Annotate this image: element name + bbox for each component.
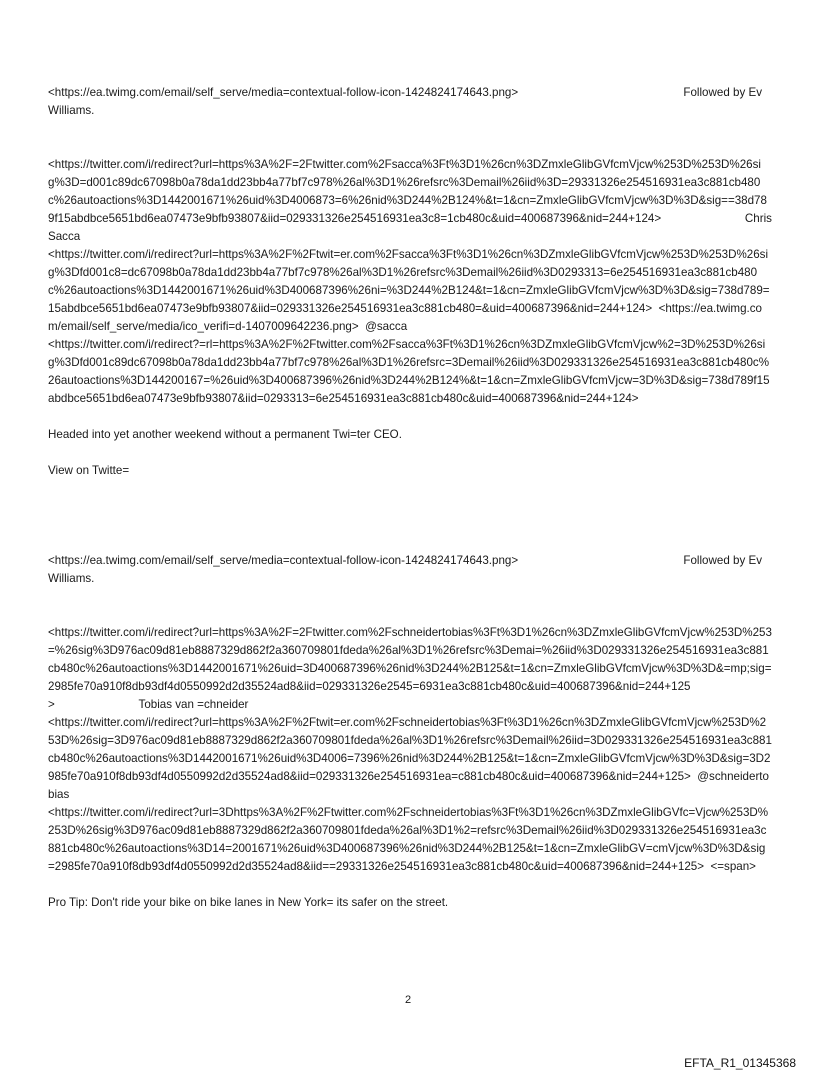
email-document — [48, 84, 772, 912]
author-name: Tobias van =chneider — [138, 698, 249, 711]
view-on-twitter-link[interactable]: View on Twitte= — [48, 464, 130, 477]
page-number: 2 — [404, 994, 412, 1006]
redirect-url[interactable]: <https://twitter.com/i/redirect?url=https%3A%2F=2Ftwitter.com%2Fschneidertobias%3Ft%3D1%26cn%3DZmxleGlibGVfcmVjcw%253D%253=%26sig%3D976ac09d81eb8887329d862f2a360709801fdeda%26al%3D1%26refsrc%3Demai=%26iid%3D029331326e254516931ea3c881cb480c%26autoactions%3D1442001671%26uid=3D400687396%26nid%3D244%2B125&t=1&cn=ZmxleGlibGVfcmVjcw%3D%3D&=mp;sig=2985fe70a910f8db93df4d0550992d2d35524ad8&iid=029331326e2545=6931ea3c881cb480c&uid=400687396&nid=244+125> — [48, 626, 772, 711]
tweet-text: Headed into yet another weekend without a permanent Twi=ter CEO. — [48, 428, 402, 441]
span-tag-text: <=span> — [710, 860, 756, 873]
redirect-link[interactable] — [48, 246, 772, 336]
author-name: Chris Sacca — [48, 212, 772, 243]
redirect-link[interactable] — [48, 624, 772, 714]
follow-icon-url[interactable]: <https://ea.twimg.com/email/self_serve/media=contextual-follow-icon-1424824174643.png> — [48, 554, 519, 567]
follow-icon-url[interactable]: <https://ea.twimg.com/email/self_serve/media=contextual-follow-icon-1424824174643.png> — [48, 86, 519, 99]
follow-notice — [48, 84, 772, 102]
author-handle: @sacca — [365, 320, 408, 333]
redirect-link[interactable] — [48, 714, 772, 804]
author-handle: @schneidertobias — [48, 770, 769, 801]
redirect-link[interactable] — [48, 804, 772, 876]
redirect-link[interactable]: <https://twitter.com/i/redirect?=rl=https%3A%2F%2Ftwitter.com%2Fsacca%3Ft%3D1%26cn%3DZmxleGlibGVfcmVjcw%2=3D%253D%26sig%3Dfd001c89dc67098b0a78da1dd23bb4a77bf7c978%26al%3D1%26refsrc=3Demail%26iid%3D029331326e254516931ea3c881cb480c%26autoactions%3D144200167=%26uid%3D400687396%26nid%3D244%2B124%&t=1&cn=ZmxleGlibGVfcmVjcw=3D%3D&sig=738d789f15abdbce5651bd6ea07473e9bfb93807&iid=0293313=6e254516931ea3c881cb480c&uid=400687396&nid=244+124> — [48, 338, 770, 405]
redirect-url[interactable]: <https://twitter.com/i/redirect?url=https%3A%2F=2Ftwitter.com%2Fsacca%3Ft%3D1%26cn%3DZmxleGlibGVfcmVjcw%253D%253D%26sig%3D=d001c89dc67098b0a78da1dd23bb4a77bf7c978%26al%3D1%26refsrc%3Demail%26iid%3D=29331326e254516931ea3c881cb480c%26autoactions%3D1442001671%26uid%3D4006873=6%26nid%3D244%2B124%&t=1&cn=ZmxleGlibGVfcmVjcw%3D%3D&sig==38d789f15abdbce5651bd6ea07473e9bfb93807&iid=029331326e254516931ea3c8=1cb480c&uid=400687396&nid=244+124> — [48, 158, 767, 225]
followed-by-name: Williams. — [48, 572, 95, 585]
redirect-url[interactable]: <https://twitter.com/i/redirect?url=https%3A%2F%2Ftwit=er.com%2Fsacca%3Ft%3D1%26cn%3DZmxleGlibGVfcmVjcw%253D%253D%26sig%3Dfd001c8=dc67098b0a78da1dd23bb4a77bf7c978%26al%3D1%26refsrc%3Demail%26iid%3D0293313=6e254516931ea3c881cb480c%26autoactions%3D1442001671%26uid%3D400687396%26ni=%3D244%2B124&t=1&cn=ZmxleGlibGVfcmVjcw%3D%3D&sig=738d789=15abdbce5651bd6ea07473e9bfb93807&iid=029331326e254516931ea3c881cb480=&uid=400687396&nid=244+124> — [48, 248, 770, 315]
redirect-link[interactable] — [48, 156, 772, 246]
verified-icon-url[interactable]: <https://ea.twimg.com/email/self_serve/media/ico_verifi=d-1407009642236.png> — [48, 302, 763, 333]
followed-by-label: Followed by Ev — [683, 86, 762, 99]
followed-by-label: Followed by Ev — [683, 554, 762, 567]
bates-number: EFTA_R1_01345368 — [684, 1056, 796, 1070]
redirect-url[interactable]: <https://twitter.com/i/redirect?url=3Dhttps%3A%2F%2Ftwitter.com%2Fschneidertobias%3Ft%3D1%26cn%3DZmxleGlibGVfc=Vjcw%253D%253D%26sig%3D976ac09d81eb8887329d862f2a360709801fdeda%26al%3D1%2=refsrc%3Demail%26iid%3D029331326e254516931ea3c881cb480c%26autoactions%3D14=2001671%26uid%3D400687396%26nid%3D244%2B125&t=1&cn=ZmxleGlibGV=cmVjcw%3D%3D&sig=2985fe70a910f8db93df4d0550992d2d35524ad8&iid==29331326e254516931ea3c881cb480c&uid=400687396&nid=244+125> — [48, 806, 769, 873]
follow-notice — [48, 552, 772, 570]
tweet-text: Pro Tip: Don't ride your bike on bike lanes in New York= its safer on the street. — [48, 896, 449, 909]
redirect-url[interactable]: <https://twitter.com/i/redirect?url=https%3A%2F%2Ftwit=er.com%2Fschneidertobias%3Ft%3D1%26cn%3DZmxleGlibGVfcmVjcw%253D%253D%26sig=3D976ac09d81eb8887329d862f2a360709801fdeda%26al%3D1%26refsrc%3Demail%26iid=3D029331326e254516931ea3c881cb480c%26autoactions%3D1442001671%26uid%3D4006=7396%26nid%3D244%2B125&t=1&cn=ZmxleGlibGVfcmVjcw%3D%3D&sig=3D2985fe70a910f8db93df4d0550992d2d35524ad8&iid=029331326e254516931ea=c881cb480c&uid=400687396&nid=244+125> — [48, 716, 772, 783]
followed-by-name: Williams. — [48, 104, 95, 117]
